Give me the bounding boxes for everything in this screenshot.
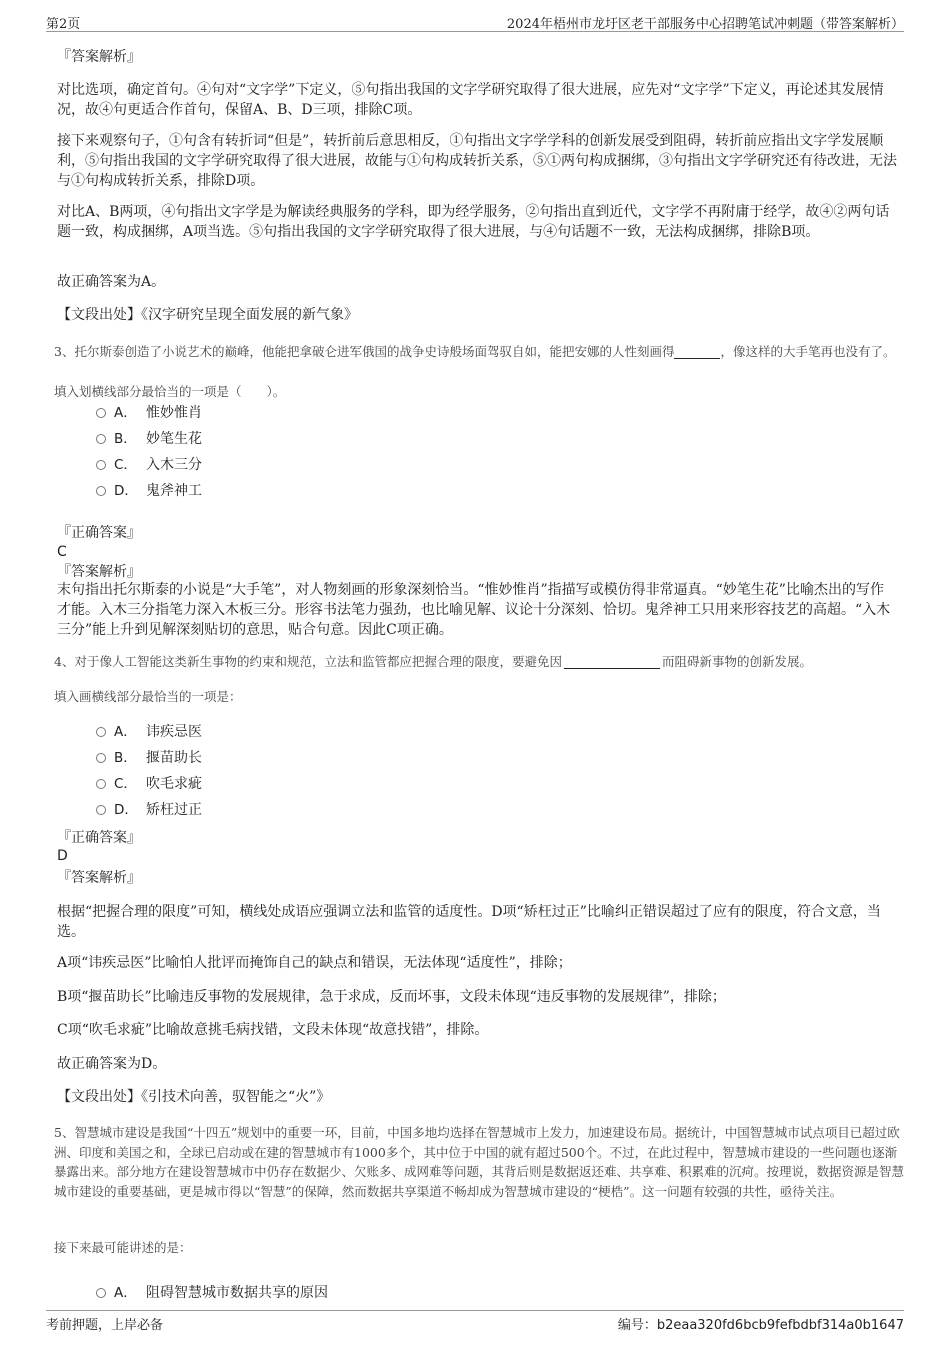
radio-icon[interactable] [96,486,106,496]
q2-analysis-p3: 对比A、B两项，④句指出文字学是为解读经典服务的学科，即为经学服务，②句指出直到近代，文字学不再附庸于经学，故④②两句话题一致，构成捆绑，A项当选。⑤句指出我国的文字学研究取得了很大进展，与④句话题不一致，无法构成捆绑，排除B项。 [57,204,890,240]
q5-stem: 5、智慧城市建设是我国“十四五”规划中的重要一环，目前，中国多地均选择在智慧城市上发力，加速建设布局。据统计，中国智慧城市试点项目已超过欧洲、印度和美国之和，全球已启动或在建的智慧城市有1000多个，其中位于中国的就有超过500个。不过，在此过程中，智慧城市建设的一些问题也逐渐暴露出来。部分地方在建设智慧城市中仍存在数据少、欠账多、成网难等问题，其背后则是数据返还难、共享难、积累难的沉疴。按理说，数据资源是智慧城市建设的重要基础，更是城市得以“智慧”的保障，然而数据共享渠道不畅却成为智慧城市建设的“梗梏”。这一问题有较强的共性，亟待关注。 [54,1125,905,1199]
page-footer [46,1310,904,1332]
q3-answer-title: 『正确答案』 [57,525,141,541]
radio-icon[interactable] [96,1288,106,1298]
q4-option-b[interactable]: B． 揠苗助长 [96,748,202,768]
q3-option-a[interactable]: A． 惟妙惟肖 [96,403,202,423]
q3-option-c[interactable]: C． 入木三分 [96,455,202,475]
q4-analysis-title: 『答案解析』 [57,870,141,886]
document-code-label: 编号： [617,1318,657,1333]
q2-analysis-p1: 对比选项，确定首句。④句对“文字学”下定义，⑤句指出我国的文字学研究取得了很大进展，应先对“文字学”下定义，再论述其发展情况，故④句更适合作首句，保留A、B、D三项，排除C项。 [57,82,884,118]
q4-conclusion: 故正确答案为D。 [57,1056,167,1072]
q4-analysis-p3: B项“揠苗助长”比喻违反事物的发展规律，急于求成，反而坏事，文段未体现“违反事物的发展规律”，排除； [57,989,726,1005]
q4-stem [54,652,904,672]
radio-icon[interactable] [96,434,106,444]
q4-option-d[interactable]: D． 矫枉过正 [96,800,202,820]
q4-analysis-p4: C项“吹毛求疵”比喻故意挑毛病找错，文段未体现“故意找错”，排除。 [57,1022,489,1038]
q3-stem-after: ，像这样的大手笔再也没有了。 [720,344,896,359]
q2-source: 【文段出处】《汉字研究呈现全面发展的新气象》 [57,307,358,323]
q4-option-a[interactable]: A． 讳疾忌医 [96,722,202,742]
radio-icon[interactable] [96,805,106,815]
q4-analysis-p1: 根据“把握合理的限度”可知，横线处成语应强调立法和监管的适度性。D项“矫枉过正”比喻纠正错误超过了应有的限度，符合文意，当选。 [57,904,881,940]
q3-stem [54,342,904,362]
q4-blank [564,655,660,669]
radio-icon[interactable] [96,753,106,763]
radio-icon[interactable] [96,460,106,470]
q3-option-d[interactable]: D． 鬼斧神工 [96,481,202,501]
q4-source: 【文段出处】《引技术向善，驭智能之“火”》 [57,1089,331,1105]
q4-stem-after: 而阻碍新事物的创新发展。 [661,654,812,669]
q3-answer: C [57,544,67,560]
radio-icon[interactable] [96,779,106,789]
q5-prompt: 接下来最可能讲述的是： [54,1240,192,1255]
q3-prompt: 填入划横线部分最恰当的一项是（ ）。 [54,384,286,399]
q4-prompt: 填入画横线部分最恰当的一项是： [54,689,242,704]
q4-stem-before: 4、对于像人工智能这类新生事物的约束和规范，立法和监管都应把握合理的限度，要避免因 [54,654,562,669]
q4-answer-title: 『正确答案』 [57,830,141,846]
page-header [46,12,904,32]
footer-slogan: 考前押题，上岸必备 [46,1318,164,1333]
q4-option-c[interactable]: C． 吹毛求疵 [96,774,202,794]
radio-icon[interactable] [96,408,106,418]
page-number: 第2页 [46,17,81,32]
q4-analysis-p2: A项“讳疾忌医”比喻怕人批评而掩饰自己的缺点和错误，无法体现“适度性”，排除； [57,955,572,971]
q3-analysis: 末句指出托尔斯泰的小说是“大手笔”，对人物刻画的形象深刻恰当。“惟妙惟肖”指描写或模仿得非常逼真。“妙笔生花”比喻杰出的写作才能。入木三分指笔力深入木板三分。形容书法笔力强劲，也比喻见解、议论十分深刻、恰切。鬼斧神工只用来形容技艺的高超。“入木三分”能上升到见解深刻贴切的意思，贴合句意。因此C项正确。 [57,582,891,638]
q3-stem-before: 3、托尔斯泰创造了小说艺术的巅峰，他能把拿破仑进军俄国的战争史诗般场面驾驭自如，能把安娜的人性刻画得 [54,344,675,359]
document-code [618,1314,904,1333]
document-title: 2024年梧州市龙圩区老干部服务中心招聘笔试冲刺题（带答案解析） [506,17,904,32]
q4-answer: D [57,848,68,864]
q2-conclusion: 故正确答案为A。 [57,274,166,290]
q2-analysis-title: 『答案解析』 [57,49,141,65]
q2-analysis-p2: 接下来观察句子，①句含有转折词“但是”，转折前后意思相反，①句指出文字学学科的创新发展受到阻碍，转折前应指出文字学发展顺利，⑤句指出我国的文字学研究取得了很大进展，故能与①句构成转折关系，⑤①两句构成捆绑，③句指出文字学研究还有待改进，无法与①句构成转折关系，排除D项。 [57,133,897,189]
q5-option-a[interactable]: A． 阻碍智慧城市数据共享的原因 [96,1283,328,1303]
q3-option-b[interactable]: B． 妙笔生花 [96,429,202,449]
q3-blank [674,345,720,359]
radio-icon[interactable] [96,727,106,737]
q3-analysis-title: 『答案解析』 [57,564,141,580]
document-code-value: b2eaa320fd6bcb9fefbdbf314a0b1647 [656,1318,904,1333]
